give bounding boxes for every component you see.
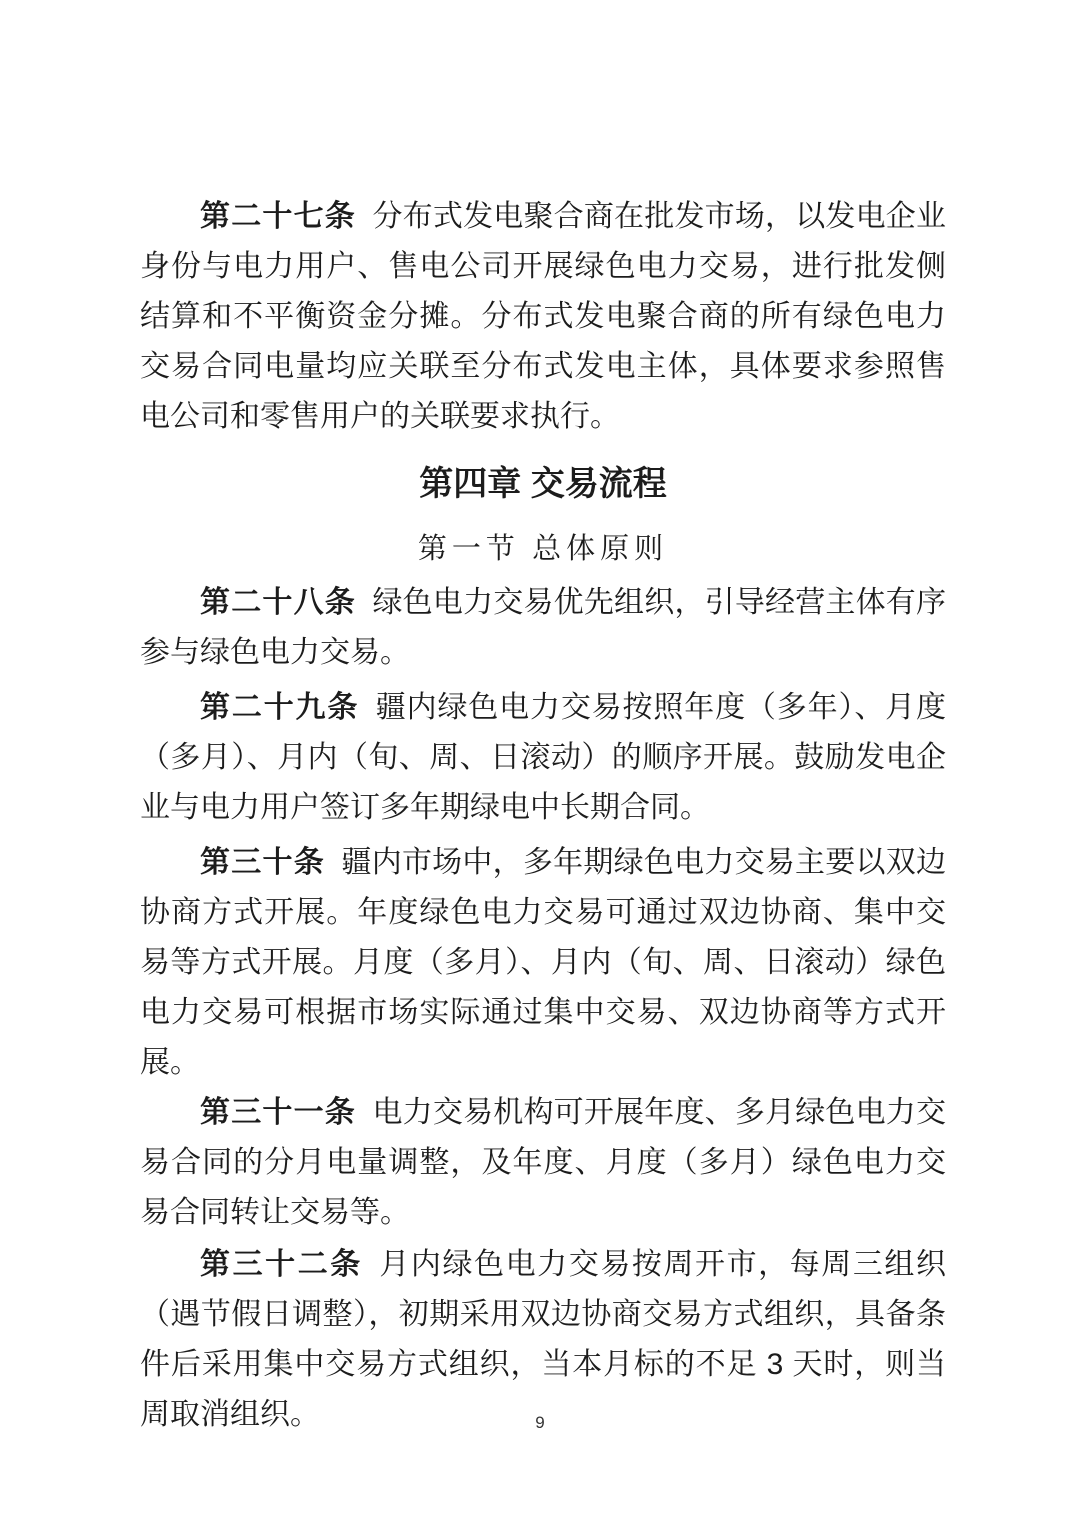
- article-30-paragraph: [140, 838, 946, 1088]
- article-28-text: 绿色电力交易优先组织，引导经营主体有序参与绿色电力交易。: [140, 586, 947, 669]
- article-27-text: 分布式发电聚合商在批发市场，以发电企业身份与电力用户、售电公司开展绿色电力交易，进行批发侧结算和不平衡资金分摊。分布式发电聚合商的所有绿色电力交易合同电量均应关联至分布式发电主体，具体要求参照售电公司和零售用户的关联要求执行。: [140, 200, 947, 433]
- section-heading: 第一节 总体原则: [417, 533, 669, 565]
- article-30-number: 第三十条: [200, 846, 325, 879]
- article-27-number: 第二十七条: [200, 200, 356, 233]
- article-31-number: 第三十一条: [200, 1096, 356, 1129]
- article-29-paragraph: [140, 683, 946, 833]
- article-32-text: 月内绿色电力交易按周开市，每周三组织（遇节假日调整），初期采用双边协商交易方式组织，具备条件后采用集中交易方式组织，当本月标的不足 3 天时，则当周取消组织。: [140, 1248, 947, 1431]
- document-body: [140, 192, 946, 1440]
- article-28-number: 第二十八条: [200, 586, 356, 619]
- page-number: 9: [535, 1413, 545, 1432]
- article-32-paragraph: [140, 1240, 946, 1440]
- article-27-paragraph: [140, 192, 946, 442]
- article-29-number: 第二十九条: [200, 691, 360, 724]
- article-28-paragraph: [140, 578, 946, 678]
- article-31-text: 电力交易机构可开展年度、多月绿色电力交易合同的分月电量调整，及年度、月度（多月）绿色电力交易合同转让交易等。: [140, 1096, 947, 1229]
- chapter-heading: 第四章 交易流程: [419, 465, 667, 503]
- article-29-text: 疆内绿色电力交易按照年度（多年）、月度（多月）、月内（旬、周、日滚动）的顺序开展。鼓励发电企业与电力用户签订多年期绿电中长期合同。: [140, 691, 947, 824]
- article-32-number: 第三十二条: [200, 1248, 363, 1281]
- article-31-paragraph: [140, 1088, 946, 1238]
- article-30-text: 疆内市场中，多年期绿色电力交易主要以双边协商方式开展。年度绿色电力交易可通过双边协商、集中交易等方式开展。月度（多月）、月内（旬、周、日滚动）绿色电力交易可根据市场实际通过集中交易、双边协商等方式开展。: [140, 846, 947, 1079]
